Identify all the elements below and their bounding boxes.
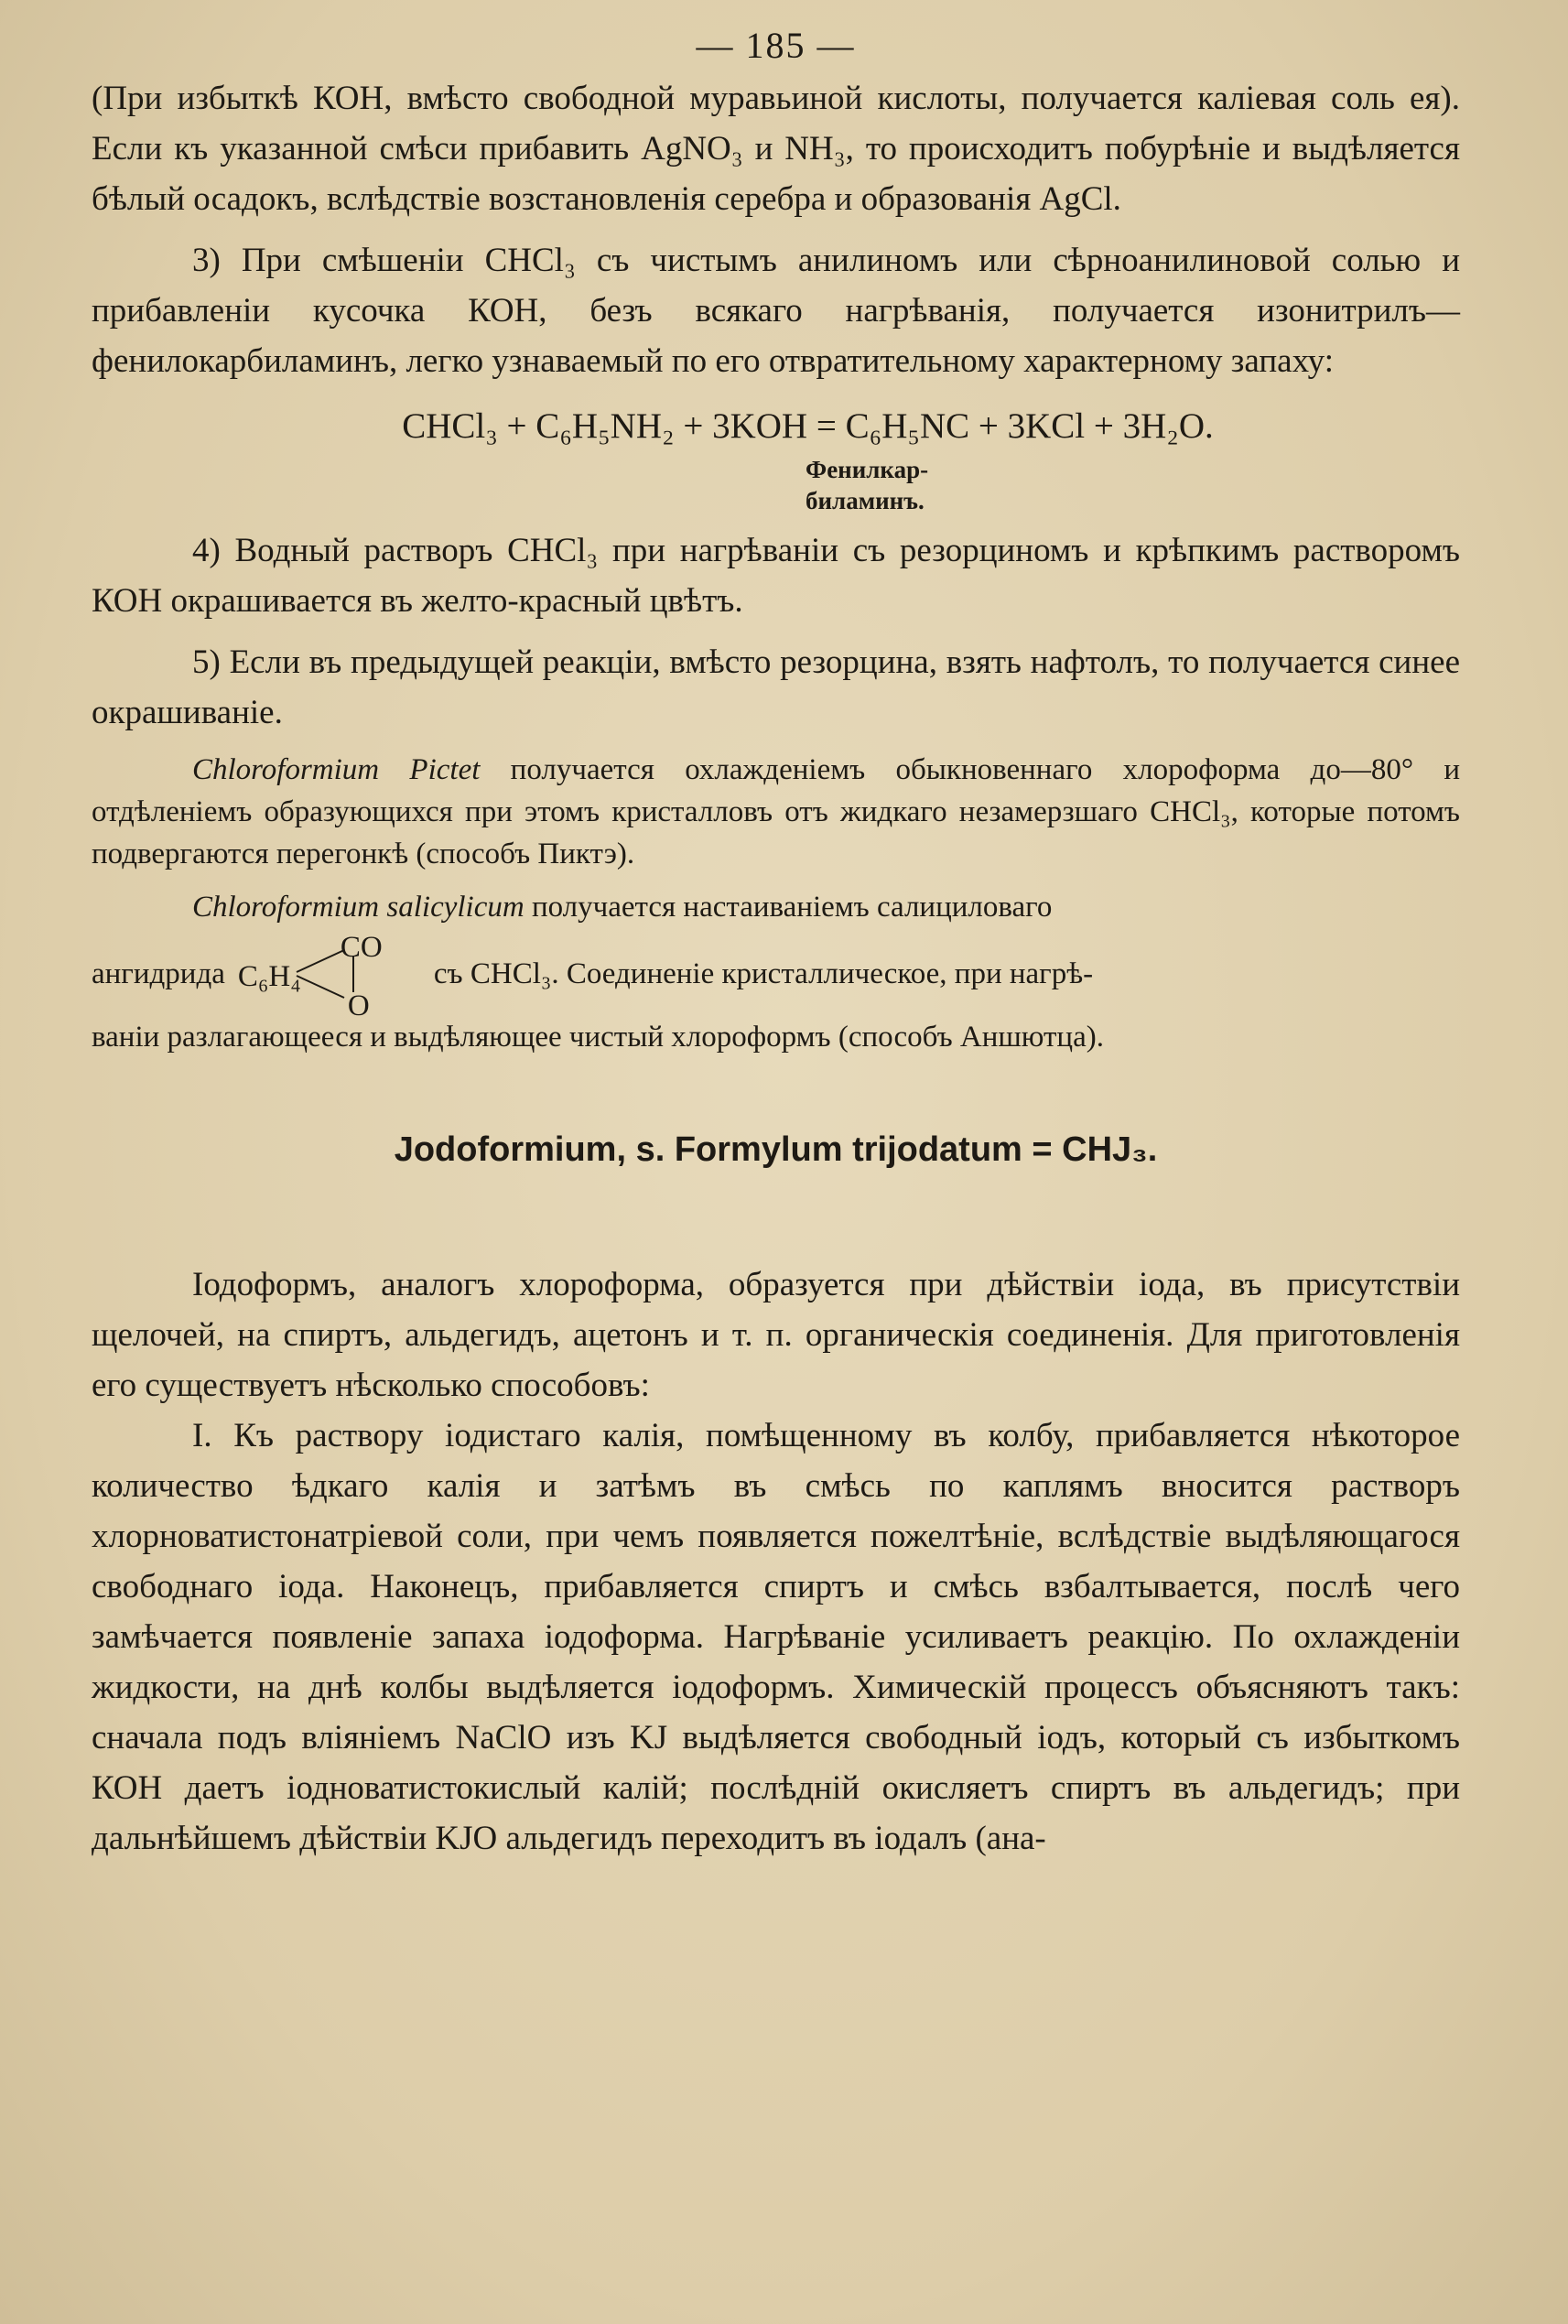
word-anhydride: ангидрида xyxy=(92,957,225,990)
equation-note xyxy=(92,454,1460,516)
section-heading: Jodoformium, s. Formylum trijodatum = CHJ₃. xyxy=(394,1130,1158,1169)
paragraph-reaction-3: 3) При смѣшеніи CHCl₃ съ чистымъ анилиномъ или сѣрноанилиновой солью и прибавленіи кусочка КОН, безъ всякаго нагрѣванія, получается изонитрилъ—фенилокарбиламинъ, легко узнаваемый по его отвратительному характерному запаху: xyxy=(92,242,1460,380)
salicylicum-text-c: ваніи разлагающееся и выдѣляющее чистый хлороформъ (способъ Аншютца). xyxy=(92,1021,1104,1054)
paragraph-iodoform-intro: Іодоформъ, аналогъ хлороформа, образуется при дѣйствіи іода, въ присутствіи щелочей, на спиртъ, альдегидъ, ацетонъ и т. п. органическія соединенія. Для приготовленія его существуетъ нѣсколько способовъ: xyxy=(92,1266,1460,1404)
page-number: — 185 — xyxy=(696,25,856,66)
paragraph-chloroform-pictet xyxy=(92,749,1460,875)
paragraph-reaction-4: 4) Водный растворъ CHCl₃ при нагрѣваніи съ резорциномъ и крѣпкимъ растворомъ КОН окрашивается въ желто-красный цвѣтъ. xyxy=(92,532,1460,620)
chemical-equation: CHCl₃ + C₆H₅NH₂ + 3KOH = C₆H₅NC + 3KCl + 3H₂O. xyxy=(402,406,1214,446)
paragraph-reaction-5: 5) Если въ предыдущей реакціи, вмѣсто резорцина, взять нафтолъ, то получается синее окрашиваніе. xyxy=(92,643,1460,731)
paragraph-1: (При избыткѣ КОН, вмѣсто свободной муравьиной кислоты, получается каліевая соль ея). Если къ указанной смѣси прибавить AgNO₃ и NH₃, то происходитъ побурѣніе и выдѣляется бѣлый осадокъ, вслѣдствіе возстановленія серебра и образованія AgCl. xyxy=(92,80,1460,218)
formula-co: CO xyxy=(340,931,383,964)
salicylicum-text-a: получается настаиваніемъ салициловаго xyxy=(524,891,1053,924)
salicylic-anhydride-structure xyxy=(237,931,421,1022)
salicylicum-text-b: съ CHCl₃. Соединеніе кристаллическое, при нагрѣ- xyxy=(433,957,1094,990)
pictet-text: получается охлажденіемъ обыкновеннаго хлороформа до—80° и отдѣленіемъ образующихся при этомъ кристалловъ отъ жидкаго незамерзшаго CHCl₃, которые потомъ подвергаются перегонкѣ (способъ Пиктэ). xyxy=(92,753,1460,870)
bond-lines-icon xyxy=(293,945,366,1009)
formula-base: C₆H₄ xyxy=(237,960,301,993)
equation-note-line-1: Фенилкар- xyxy=(806,456,929,483)
equation-note-line-2: биламинъ. xyxy=(806,487,925,514)
latin-term-salicylicum: Chloroformium salicylicum xyxy=(192,891,524,924)
latin-term-pictet: Chloroformium Pictet xyxy=(192,753,481,786)
formula-o: O xyxy=(347,989,370,1022)
paragraph-chloroform-salicylicum xyxy=(92,886,1460,928)
structural-formula-line xyxy=(92,931,1460,1022)
paragraph-method-1: I. Къ раствору іодистаго калія, помѣщенному въ колбу, прибавляется нѣкоторое количество ѣдкаго калія и затѣмъ въ смѣсь по каплямъ вносится растворъ хлорноватистонатріевой соли, при чемъ появляется пожелтѣніе, вслѣдствіе выдѣляющагося свободнаго іода. Наконецъ, прибавляется спиртъ и смѣсь взбалтывается, послѣ чего замѣчается появленіе запаха іодоформа. Нагрѣваніе усиливаетъ реакцію. По охлажденіи жидкости, на днѣ колбы выдѣляется іодоформъ. Химическій процессъ объясняютъ такъ: сначала подъ вліяніемъ NaClO изъ KJ выдѣляется свободный іодъ, который съ избыткомъ КОН даетъ іодноватистокислый калій; послѣдній окисляетъ спиртъ въ альдегидъ; при дальнѣйшемъ дѣйствіи KJO альдегидъ переходитъ въ іодалъ (ана- xyxy=(92,1417,1460,1857)
